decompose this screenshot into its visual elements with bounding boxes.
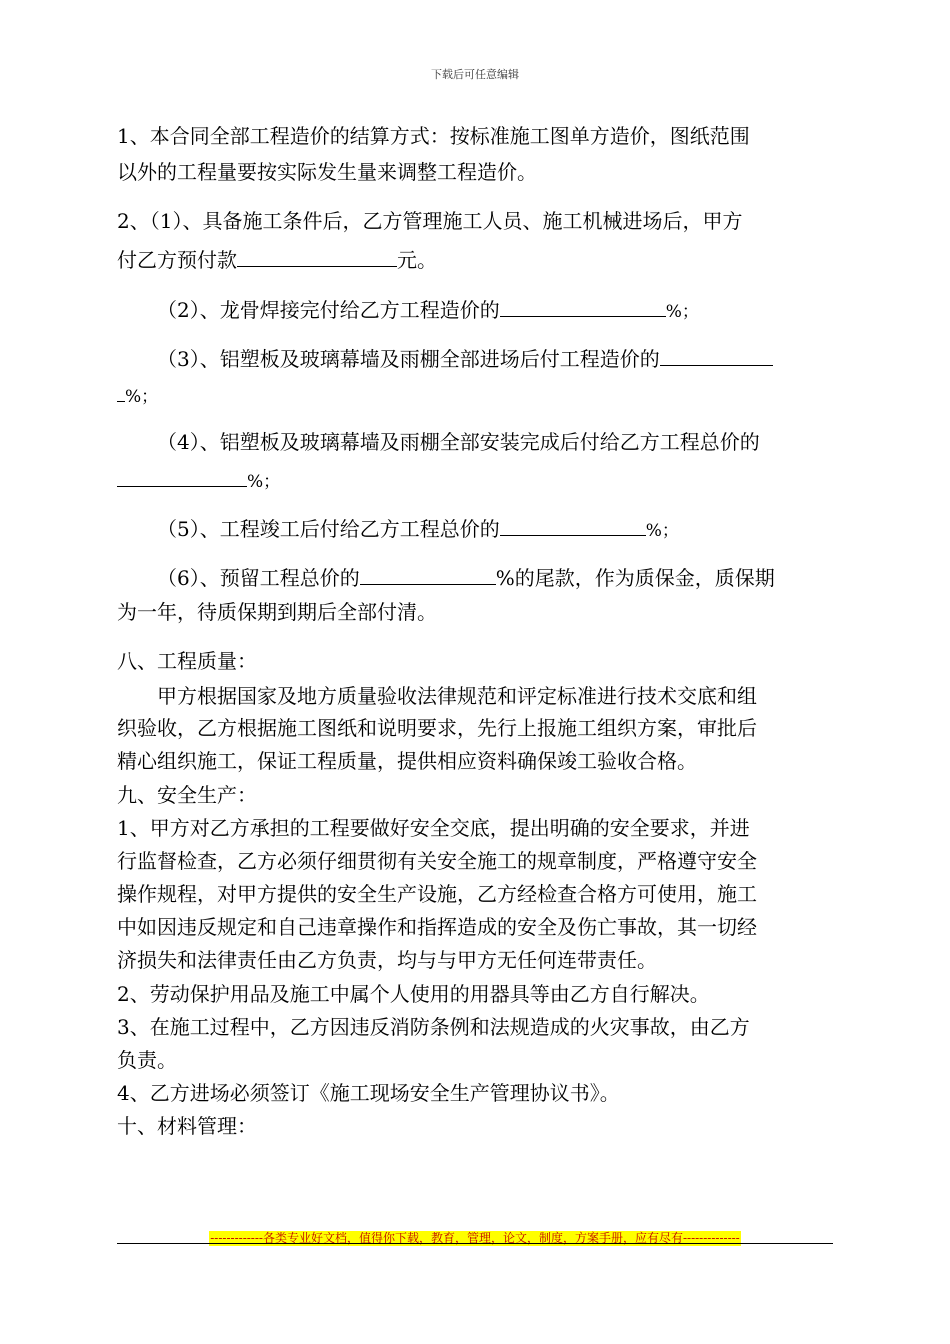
section-10-heading: 十、材料管理： [117, 1114, 257, 1138]
prepayment-unit: 元。 [397, 248, 437, 272]
clause-2-item-6-cont: 为一年，待质保期到期后全部付清。 [117, 600, 437, 624]
section-9-item-1-line-4: 中如因违反规定和自己违章操作和指挥造成的安全及伤亡事故，其一切经 [117, 915, 757, 939]
item-5-blank[interactable] [500, 515, 646, 536]
item-3-blank[interactable] [660, 345, 773, 366]
section-9-heading: 九、安全生产： [117, 783, 257, 807]
item-6-blank[interactable] [360, 564, 496, 585]
item-3-percent: %； [125, 387, 159, 407]
clause-1-line-2: 以外的工程量要按实际发生量来调整工程造价。 [117, 160, 537, 184]
section-8-para-line-3: 精心组织施工，保证工程质量，提供相应资料确保竣工验收合格。 [117, 749, 697, 773]
prepayment-label: 付乙方预付款 [117, 248, 237, 272]
prepayment-blank[interactable] [237, 246, 397, 267]
section-9-item-1-line-2: 行监督检查，乙方必须仔细贯彻有关安全施工的规章制度，严格遵守安全 [117, 849, 757, 873]
section-8-heading: 八、工程质量： [117, 649, 257, 673]
section-9-item-1-line-5: 济损失和法律责任由乙方负责，均与与甲方无任何连带责任。 [117, 948, 657, 972]
item-2-label: （2）、龙骨焊接完付给乙方工程造价的 [157, 298, 500, 322]
clause-1-line-1: 1、本合同全部工程造价的结算方式：按标准施工图单方造价，图纸范围 [117, 124, 750, 148]
clause-2-line-2 [117, 246, 437, 272]
item-3-blank-cont[interactable] [117, 381, 125, 402]
section-9-item-1-line-1: 1、甲方对乙方承担的工程要做好安全交底，提出明确的安全要求，并进 [117, 816, 750, 840]
item-3-label: （3）、铝塑板及玻璃幕墙及雨棚全部进场后付工程造价的 [157, 347, 660, 371]
item-6-label: （6）、预留工程总价的 [157, 566, 360, 590]
clause-2-item-5 [157, 515, 679, 543]
clause-2-item-6 [157, 564, 775, 590]
item-6-tail: %的尾款，作为质保金，质保期 [495, 566, 775, 590]
item-5-percent: %； [645, 521, 679, 541]
section-9-item-2: 2、劳动保护用品及施工中属个人使用的用器具等由乙方自行解决。 [117, 982, 710, 1006]
section-8-para-line-1: 甲方根据国家及地方质量验收法律规范和评定标准进行技术交底和组 [157, 684, 757, 708]
item-4-percent: %； [247, 472, 281, 492]
section-9-item-3-line-1: 3、在施工过程中，乙方因违反消防条例和法规造成的火灾事故，由乙方 [117, 1015, 750, 1039]
clause-2-item-4-cont [117, 466, 280, 494]
clause-2-item-4: （4）、铝塑板及玻璃幕墙及雨棚全部安装完成后付给乙方工程总价的 [157, 430, 760, 454]
clause-2-item-3-cont [117, 381, 158, 409]
item-4-blank[interactable] [117, 466, 247, 487]
section-9-item-1-line-3: 操作规程，对甲方提供的安全生产设施，乙方经检查合格方可使用，施工 [117, 882, 757, 906]
item-5-label: （5）、工程竣工后付给乙方工程总价的 [157, 517, 500, 541]
clause-2-line-1: 2、（1）、具备施工条件后，乙方管理施工人员、施工机械进场后，甲方 [117, 209, 743, 233]
item-2-blank[interactable] [500, 296, 666, 317]
item-2-percent: %； [665, 302, 699, 322]
section-9-item-3-line-2: 负责。 [117, 1048, 177, 1072]
section-8-para-line-2: 织验收，乙方根据施工图纸和说明要求，先行上报施工组织方案，审批后 [117, 716, 757, 740]
clause-2-item-2 [157, 296, 699, 324]
section-9-item-4: 4、乙方进场必须签订《施工现场安全生产管理协议书》。 [117, 1081, 620, 1105]
footer-divider [117, 1243, 833, 1244]
footer-banner: -------------各类专业好文档，值得你下载，教育，管理，论文，制度，方案手册，应有尽有-------------- [210, 1231, 740, 1245]
page-header: 下载后可任意编辑 [431, 68, 519, 81]
clause-2-item-3 [157, 345, 773, 371]
